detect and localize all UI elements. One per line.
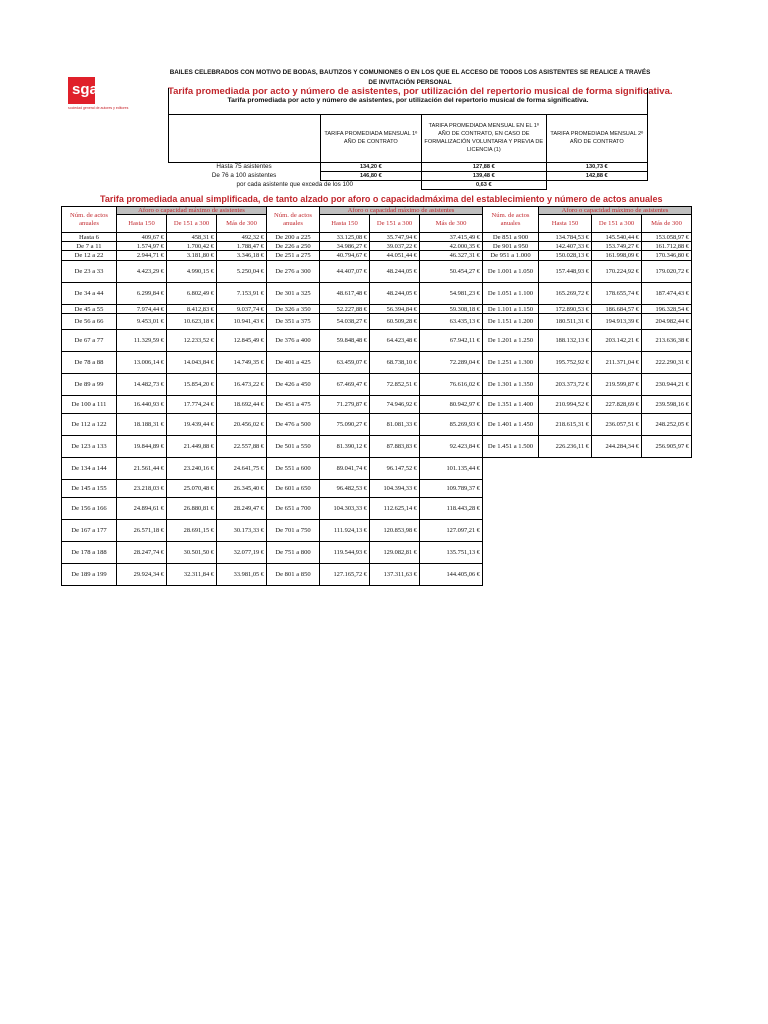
table-row <box>62 374 692 396</box>
col-hasta-150: Hasta 150 <box>320 215 370 233</box>
price-cell: 71.279,87 € <box>320 396 370 414</box>
acts-range-cell: De 226 a 250 <box>267 242 320 251</box>
table-row: De 76 a 100 asistentes 146,80 € 139,48 € 142,88 € <box>169 171 648 180</box>
table-row: por cada asistente que exceda de los 100 0,63 € <box>169 180 648 189</box>
price-cell: 28.691,15 € <box>167 520 217 542</box>
price-cell: 161.712,88 € <box>642 242 692 251</box>
table-row: Hasta 75 asistentes 134,20 € 127,88 € 130,73 € <box>169 162 648 171</box>
price-cell: 21.449,88 € <box>167 436 217 458</box>
header-voluntary-license: TARIFA PROMEDIADA MENSUAL EN EL 1º AÑO DE CONTRATO, EN CASO DE FORMALIZACIÓN VOLUNTARIA Y PREVIA DE LICENCIA (1) <box>422 114 547 162</box>
table-row <box>62 396 692 414</box>
acts-range-cell: De 1.001 a 1.050 <box>483 261 539 283</box>
price-cell: 10.623,18 € <box>167 314 217 330</box>
empty-cell <box>592 498 642 520</box>
col-mas-300: Más de 300 <box>420 215 483 233</box>
price-cell: 39.037,22 € <box>370 242 420 251</box>
price-cell: 153.058,97 € <box>642 233 692 242</box>
price-cell: 48.617,48 € <box>320 283 370 305</box>
empty-cell <box>642 498 692 520</box>
price-cell: 14.482,73 € <box>117 374 167 396</box>
num-acts-header: Núm. de actos anuales <box>62 207 117 233</box>
price-cell: 4.423,29 € <box>117 261 167 283</box>
price-cell: 33.981,05 € <box>217 564 267 586</box>
price-cell: 59.308,18 € <box>420 305 483 314</box>
acts-range-cell: De 7 a 11 <box>62 242 117 251</box>
price-cell: 7.153,91 € <box>217 283 267 305</box>
price-cell: 188.132,13 € <box>539 330 592 352</box>
empty-cell <box>483 458 539 480</box>
num-acts-header: Núm. de actos anuales <box>267 207 320 233</box>
price-cell: 227.828,69 € <box>592 396 642 414</box>
table-row <box>62 314 692 330</box>
price-cell: 20.456,02 € <box>217 414 267 436</box>
price-cell: 23.240,16 € <box>167 458 217 480</box>
table-row <box>62 480 692 498</box>
price-cell: 32.311,84 € <box>167 564 217 586</box>
section1-title: Tarifa promediada por acto y número de asistentes, por utilización del repertorio musical de forma significativa. <box>168 86 673 97</box>
price-cell: 210.994,52 € <box>539 396 592 414</box>
empty-cell <box>539 480 592 498</box>
price-cell: 24.894,61 € <box>117 498 167 520</box>
aforo-header: Aforo o capacidad máximo de asistentes <box>320 207 483 215</box>
aforo-header: Aforo o capacidad máximo de asistentes <box>117 207 267 215</box>
price-cell: 4.990,15 € <box>167 261 217 283</box>
price-cell: 56.394,84 € <box>370 305 420 314</box>
price-cell: 59.848,48 € <box>320 330 370 352</box>
price-cell: 72.289,04 € <box>420 352 483 374</box>
acts-range-cell: De 501 a 550 <box>267 436 320 458</box>
price-cell: 40.794,67 € <box>320 251 370 261</box>
price-cell: 239.598,16 € <box>642 396 692 414</box>
empty-cell <box>483 564 539 586</box>
price-cell: 29.924,34 € <box>117 564 167 586</box>
price-cell: 6.299,84 € <box>117 283 167 305</box>
price-cell: 26.345,40 € <box>217 480 267 498</box>
price-cell: 256.905,97 € <box>642 436 692 458</box>
empty-cell <box>592 564 642 586</box>
price-cell: 52.227,88 € <box>320 305 370 314</box>
acts-range-cell: De 951 a 1.000 <box>483 251 539 261</box>
acts-range-cell: De 251 a 275 <box>267 251 320 261</box>
acts-range-cell: De 1.101 a 1.150 <box>483 305 539 314</box>
price-cell: 112.625,14 € <box>370 498 420 520</box>
table-row <box>62 564 692 586</box>
acts-range-cell: De 189 a 199 <box>62 564 117 586</box>
price-cell: 458,31 € <box>167 233 217 242</box>
price-cell: 64.423,48 € <box>370 330 420 352</box>
price-cell: 178.655,74 € <box>592 283 642 305</box>
price-cell: 203.373,72 € <box>539 374 592 396</box>
empty-cell <box>642 542 692 564</box>
price-cell: 165.269,72 € <box>539 283 592 305</box>
acts-range-cell: De 1.351 a 1.400 <box>483 396 539 414</box>
acts-range-cell: De 56 a 66 <box>62 314 117 330</box>
acts-range-cell: De 178 a 188 <box>62 542 117 564</box>
price-cell: 48.244,05 € <box>370 283 420 305</box>
num-acts-header: Núm. de actos anuales <box>483 207 539 233</box>
acts-range-cell: De 123 a 133 <box>62 436 117 458</box>
empty-cell <box>642 480 692 498</box>
price-cell: 96.482,53 € <box>320 480 370 498</box>
price-cell: 60.509,28 € <box>370 314 420 330</box>
acts-range-cell: De 34 a 44 <box>62 283 117 305</box>
price-cell: 9.453,01 € <box>117 314 167 330</box>
header-second-year: TARIFA PROMEDIADA MENSUAL 2º AÑO DE CONTRATO <box>546 114 647 162</box>
price-cell: 14.749,35 € <box>217 352 267 374</box>
price-cell: 7.974,44 € <box>117 305 167 314</box>
price-cell: 5.250,04 € <box>217 261 267 283</box>
price-cell: 96.147,52 € <box>370 458 420 480</box>
price-cell: 101.135,44 € <box>420 458 483 480</box>
empty-cell <box>592 542 642 564</box>
price-cell: 3.346,18 € <box>217 251 267 261</box>
table-row <box>62 520 692 542</box>
acts-range-cell: De 476 a 500 <box>267 414 320 436</box>
acts-range-cell: De 701 a 750 <box>267 520 320 542</box>
acts-range-cell: De 145 a 155 <box>62 480 117 498</box>
table-row <box>62 251 692 261</box>
empty-cell <box>539 520 592 542</box>
price-cell: 15.854,20 € <box>167 374 217 396</box>
price-cell: 87.883,83 € <box>370 436 420 458</box>
price-cell: 194.913,39 € <box>592 314 642 330</box>
price-cell: 196.328,54 € <box>642 305 692 314</box>
acts-range-cell: De 200 a 225 <box>267 233 320 242</box>
empty-cell <box>642 520 692 542</box>
logo-subtitle: sociedad general de autores y editores <box>68 106 129 110</box>
price-cell: 74.946,92 € <box>370 396 420 414</box>
tariff-per-act-table <box>168 86 673 190</box>
price-cell: 109.789,37 € <box>420 480 483 498</box>
price-cell: 170.346,80 € <box>642 251 692 261</box>
price-cell: 54.038,27 € <box>320 314 370 330</box>
empty-cell <box>592 520 642 542</box>
price-cell: 63.435,13 € <box>420 314 483 330</box>
price-cell: 44.051,44 € <box>370 251 420 261</box>
price-cell: 30.173,33 € <box>217 520 267 542</box>
price-cell: 85.269,93 € <box>420 414 483 436</box>
price-cell: 213.636,38 € <box>642 330 692 352</box>
acts-range-cell: De 78 a 88 <box>62 352 117 374</box>
acts-range-cell: De 376 a 400 <box>267 330 320 352</box>
price-cell: 111.924,13 € <box>320 520 370 542</box>
price-cell: 3.181,80 € <box>167 251 217 261</box>
price-cell: 22.557,88 € <box>217 436 267 458</box>
empty-cell <box>539 564 592 586</box>
price-cell: 219.599,87 € <box>592 374 642 396</box>
col-151-300: De 151 a 300 <box>592 215 642 233</box>
acts-range-cell: De 276 a 300 <box>267 261 320 283</box>
price-cell: 2.944,71 € <box>117 251 167 261</box>
acts-range-cell: De 100 a 111 <box>62 396 117 414</box>
price-cell: 161.998,09 € <box>592 251 642 261</box>
price-cell: 157.448,93 € <box>539 261 592 283</box>
acts-range-cell: De 326 a 350 <box>267 305 320 314</box>
price-cell: 10.941,43 € <box>217 314 267 330</box>
price-cell: 35.747,94 € <box>370 233 420 242</box>
price-cell: 203.142,21 € <box>592 330 642 352</box>
table-row <box>62 436 692 458</box>
acts-range-cell: De 67 a 77 <box>62 330 117 352</box>
acts-range-cell: De 901 a 950 <box>483 242 539 251</box>
price-cell: 18.692,44 € <box>217 396 267 414</box>
acts-range-cell: De 1.201 a 1.250 <box>483 330 539 352</box>
empty-cell <box>592 480 642 498</box>
acts-range-cell: De 751 a 800 <box>267 542 320 564</box>
price-cell: 248.252,05 € <box>642 414 692 436</box>
price-cell: 172.890,53 € <box>539 305 592 314</box>
price-cell: 24.641,75 € <box>217 458 267 480</box>
price-cell: 81.390,12 € <box>320 436 370 458</box>
price-cell: 63.459,07 € <box>320 352 370 374</box>
price-cell: 218.615,31 € <box>539 414 592 436</box>
empty-cell <box>642 564 692 586</box>
empty-cell <box>642 458 692 480</box>
acts-range-cell: De 89 a 99 <box>62 374 117 396</box>
price-cell: 492,32 € <box>217 233 267 242</box>
price-cell: 145.540,44 € <box>592 233 642 242</box>
price-cell: 68.738,10 € <box>370 352 420 374</box>
price-cell: 230.944,21 € <box>642 374 692 396</box>
price-cell: 21.561,44 € <box>117 458 167 480</box>
empty-cell <box>539 498 592 520</box>
acts-range-cell: Hasta 6 <box>62 233 117 242</box>
col-mas-300: Más de 300 <box>217 215 267 233</box>
empty-cell <box>539 542 592 564</box>
price-cell: 33.125,08 € <box>320 233 370 242</box>
price-cell: 16.473,22 € <box>217 374 267 396</box>
price-cell: 44.407,07 € <box>320 261 370 283</box>
empty-cell <box>483 480 539 498</box>
price-cell: 118.443,28 € <box>420 498 483 520</box>
price-cell: 19.844,89 € <box>117 436 167 458</box>
price-cell: 12.845,49 € <box>217 330 267 352</box>
empty-cell <box>483 498 539 520</box>
price-cell: 195.752,92 € <box>539 352 592 374</box>
price-cell: 222.290,31 € <box>642 352 692 374</box>
price-cell: 50.454,27 € <box>420 261 483 283</box>
price-cell: 1.788,47 € <box>217 242 267 251</box>
price-cell: 14.043,84 € <box>167 352 217 374</box>
acts-range-cell: De 851 a 900 <box>483 233 539 242</box>
acts-range-cell: De 1.451 a 1.500 <box>483 436 539 458</box>
price-cell: 26.571,18 € <box>117 520 167 542</box>
sgae-logo <box>68 77 129 110</box>
acts-range-cell: De 351 a 375 <box>267 314 320 330</box>
price-cell: 150.028,13 € <box>539 251 592 261</box>
col-151-300: De 151 a 300 <box>167 215 217 233</box>
price-cell: 9.037,74 € <box>217 305 267 314</box>
acts-range-cell: De 1.051 a 1.100 <box>483 283 539 305</box>
price-cell: 244.284,34 € <box>592 436 642 458</box>
price-cell: 144.405,06 € <box>420 564 483 586</box>
price-cell: 23.218,03 € <box>117 480 167 498</box>
price-cell: 127.097,21 € <box>420 520 483 542</box>
price-cell: 211.371,04 € <box>592 352 642 374</box>
price-cell: 204.982,44 € <box>642 314 692 330</box>
price-cell: 142.407,33 € <box>539 242 592 251</box>
acts-range-cell: De 167 a 177 <box>62 520 117 542</box>
price-cell: 13.006,14 € <box>117 352 167 374</box>
price-cell: 12.233,52 € <box>167 330 217 352</box>
price-cell: 76.616,02 € <box>420 374 483 396</box>
price-cell: 28.249,47 € <box>217 498 267 520</box>
price-cell: 72.852,51 € <box>370 374 420 396</box>
empty-cell <box>483 520 539 542</box>
section1-subtitle: Tarifa promediada por acto y número de asistentes, por utilización del repertorio musical de forma significativa. <box>169 88 648 114</box>
price-cell: 81.081,33 € <box>370 414 420 436</box>
price-cell: 6.802,49 € <box>167 283 217 305</box>
col-mas-300: Más de 300 <box>642 215 692 233</box>
acts-range-cell: De 801 a 850 <box>267 564 320 586</box>
acts-range-cell: De 1.251 a 1.300 <box>483 352 539 374</box>
price-cell: 119.544,93 € <box>320 542 370 564</box>
acts-range-cell: De 134 a 144 <box>62 458 117 480</box>
price-cell: 170.224,92 € <box>592 261 642 283</box>
price-cell: 16.440,93 € <box>117 396 167 414</box>
price-cell: 8.412,83 € <box>167 305 217 314</box>
acts-range-cell: De 451 a 475 <box>267 396 320 414</box>
price-cell: 11.329,59 € <box>117 330 167 352</box>
price-cell: 409,67 € <box>117 233 167 242</box>
price-cell: 1.700,42 € <box>167 242 217 251</box>
acts-range-cell: De 1.401 a 1.450 <box>483 414 539 436</box>
col-hasta-150: Hasta 150 <box>539 215 592 233</box>
logo-word: sgae <box>72 81 107 98</box>
price-cell: 25.070,48 € <box>167 480 217 498</box>
table-row <box>62 352 692 374</box>
price-cell: 127.165,72 € <box>320 564 370 586</box>
table-row <box>62 305 692 314</box>
price-cell: 226.236,11 € <box>539 436 592 458</box>
price-cell: 236.057,51 € <box>592 414 642 436</box>
empty-cell <box>539 458 592 480</box>
table-row <box>62 261 692 283</box>
price-cell: 28.247,74 € <box>117 542 167 564</box>
price-cell: 19.439,44 € <box>167 414 217 436</box>
price-cell: 137.311,63 € <box>370 564 420 586</box>
table-row <box>62 414 692 436</box>
price-cell: 104.394,33 € <box>370 480 420 498</box>
table-row <box>62 330 692 352</box>
price-cell: 32.077,19 € <box>217 542 267 564</box>
price-cell: 120.853,98 € <box>370 520 420 542</box>
price-cell: 34.986,27 € <box>320 242 370 251</box>
price-cell: 42.000,35 € <box>420 242 483 251</box>
acts-range-cell: De 1.151 a 1.200 <box>483 314 539 330</box>
price-cell: 46.327,31 € <box>420 251 483 261</box>
price-cell: 17.774,24 € <box>167 396 217 414</box>
price-cell: 48.244,05 € <box>370 261 420 283</box>
acts-range-cell: De 12 a 22 <box>62 251 117 261</box>
price-cell: 186.684,57 € <box>592 305 642 314</box>
price-cell: 89.041,74 € <box>320 458 370 480</box>
price-cell: 1.574,97 € <box>117 242 167 251</box>
annual-flat-rate-table <box>61 206 692 586</box>
table-row <box>62 233 692 242</box>
table-row <box>62 498 692 520</box>
table-row <box>62 542 692 564</box>
price-cell: 75.090,27 € <box>320 414 370 436</box>
document-title: BAILES CELEBRADOS CON MOTIVO DE BODAS, BAUTIZOS Y COMUNIONES O EN LOS QUE EL ACCESO DE TODOS LOS ASISTENTES SE REALICE A TRAVÉS DE INVITACIÓN PERSONAL <box>169 69 651 86</box>
table-row <box>62 242 692 251</box>
acts-range-cell: De 156 a 166 <box>62 498 117 520</box>
table-row <box>62 458 692 480</box>
section2-title: Tarifa promediada anual simplificada, de tanto alzado por aforo o capacidadmáxima del establecimiento y número de actos anuales <box>100 194 663 204</box>
empty-cell <box>592 458 642 480</box>
price-cell: 37.415,49 € <box>420 233 483 242</box>
price-cell: 80.942,97 € <box>420 396 483 414</box>
acts-range-cell: De 651 a 700 <box>267 498 320 520</box>
price-cell: 153.749,27 € <box>592 242 642 251</box>
price-cell: 104.303,33 € <box>320 498 370 520</box>
col-hasta-150: Hasta 150 <box>117 215 167 233</box>
table-row <box>62 283 692 305</box>
price-cell: 54.981,23 € <box>420 283 483 305</box>
price-cell: 18.188,31 € <box>117 414 167 436</box>
price-cell: 67.469,47 € <box>320 374 370 396</box>
price-cell: 67.942,11 € <box>420 330 483 352</box>
acts-range-cell: De 112 a 122 <box>62 414 117 436</box>
empty-cell <box>483 542 539 564</box>
price-cell: 179.020,72 € <box>642 261 692 283</box>
price-cell: 92.423,84 € <box>420 436 483 458</box>
price-cell: 180.511,31 € <box>539 314 592 330</box>
acts-range-cell: De 401 a 425 <box>267 352 320 374</box>
acts-range-cell: De 23 a 33 <box>62 261 117 283</box>
acts-range-cell: De 301 a 325 <box>267 283 320 305</box>
header-first-year: TARIFA PROMEDIADA MENSUAL 1º AÑO DE CONTRATO <box>320 114 421 162</box>
acts-range-cell: De 45 a 55 <box>62 305 117 314</box>
aforo-header: Aforo o capacidad máximo de asistentes <box>539 207 692 215</box>
acts-range-cell: De 551 a 600 <box>267 458 320 480</box>
acts-range-cell: De 426 a 450 <box>267 374 320 396</box>
price-cell: 129.082,81 € <box>370 542 420 564</box>
col-151-300: De 151 a 300 <box>370 215 420 233</box>
price-cell: 30.501,50 € <box>167 542 217 564</box>
price-cell: 135.751,13 € <box>420 542 483 564</box>
price-cell: 26.880,81 € <box>167 498 217 520</box>
price-cell: 134.784,53 € <box>539 233 592 242</box>
acts-range-cell: De 1.301 a 1.350 <box>483 374 539 396</box>
acts-range-cell: De 601 a 650 <box>267 480 320 498</box>
price-cell: 187.474,43 € <box>642 283 692 305</box>
